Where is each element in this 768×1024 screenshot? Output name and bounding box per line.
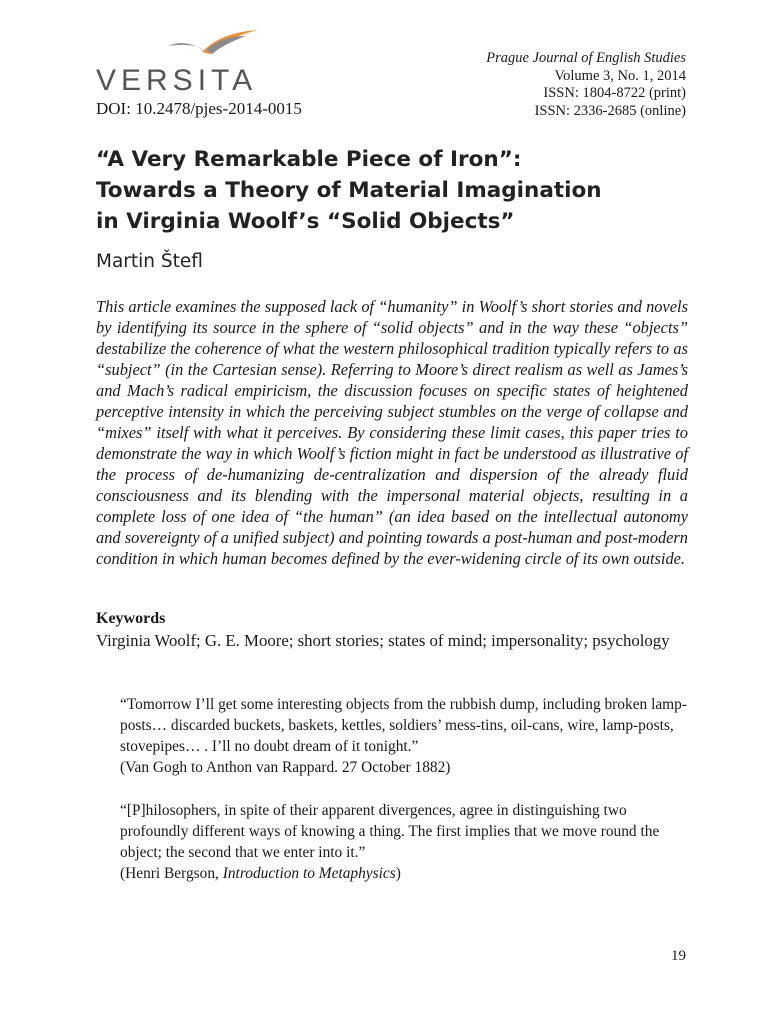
author-name: Martin Štefl bbox=[96, 251, 203, 272]
article-title bbox=[96, 144, 696, 237]
logo-wordmark: VERSITA bbox=[96, 64, 258, 97]
title-line: “A Very Remarkable Piece of Iron”: bbox=[96, 147, 522, 172]
epigraph-source-prefix: (Henri Bergson, bbox=[120, 865, 223, 882]
doi: DOI: 10.2478/pjes-2014-0015 bbox=[96, 99, 302, 118]
epigraph bbox=[120, 694, 688, 778]
publisher-logo bbox=[96, 28, 266, 100]
journal-info bbox=[486, 50, 686, 120]
epigraph-text: “Tomorrow I’ll get some interesting objects from the rubbish dump, including broken lamp-posts… discarded buckets, baskets, kettles, soldiers’ mess-tins, oil-cans, wire, lamp-posts, stovepipes… . I’ll no doubt dream of it tonight.” bbox=[120, 696, 687, 755]
epigraph-source bbox=[120, 863, 688, 884]
epigraph-text: “[P]hilosophers, in spite of their apparent divergences, agree in distinguishing two profoundly different ways of knowing a thing. The first implies that we move round the object; the second that we enter into it.” bbox=[120, 802, 660, 861]
keywords-heading: Keywords bbox=[96, 610, 166, 627]
keywords-list: Virginia Woolf; G. E. Moore; short stories; states of mind; impersonality; psychology bbox=[96, 631, 670, 650]
journal-name: Prague Journal of English Studies bbox=[486, 50, 686, 66]
page-number: 19 bbox=[671, 948, 686, 964]
journal-volume: Volume 3, No. 1, 2014 bbox=[554, 67, 686, 84]
abstract: This article examines the supposed lack of “humanity” in Woolf’s short stories and novels by identifying its source in the sphere of “solid objects” and in the way these “objects” destabilize the coherence of what the western philosophical tradition typically refers to as “subject” (in the Cartesian sense). Referring to Moore’s direct realism as well as James’s and Mach’s radical empiricism, the discussion focuses on specific states of heightened perceptive intensity in which the perceiving subject stumbles on the verge of collapse and “mixes” itself with what it perceives. By considering these limit cases, this paper tries to demonstrate the way in which Woolf’s fiction might in fact be understood as illustrative of the process of de-humanizing de-centralization and dispersion of the already fluid consciousness and its blending with the impersonal material objects, resulting in a complete loss of one idea of “the human” (an idea based on the intellectual autonomy and sovereignty of a unified subject) and pointing towards a post-human and post-modern condition in which human becomes defined by the ever-widening circle of its own outside. bbox=[96, 297, 688, 568]
epigraph-source: (Van Gogh to Anthon van Rappard. 27 October 1882) bbox=[120, 759, 451, 776]
title-line: Towards a Theory of Material Imagination bbox=[96, 178, 602, 203]
journal-issn-print: ISSN: 1804-8722 (print) bbox=[543, 85, 686, 101]
versita-birds-icon bbox=[166, 28, 266, 68]
epigraph-source-title: Introduction to Metaphysics bbox=[222, 865, 396, 882]
journal-issn-online: ISSN: 2336-2685 (online) bbox=[534, 102, 686, 119]
title-line: in Virginia Woolf’s “Solid Objects” bbox=[96, 209, 515, 234]
epigraph bbox=[120, 800, 688, 884]
epigraph-source-suffix: ) bbox=[395, 865, 401, 882]
